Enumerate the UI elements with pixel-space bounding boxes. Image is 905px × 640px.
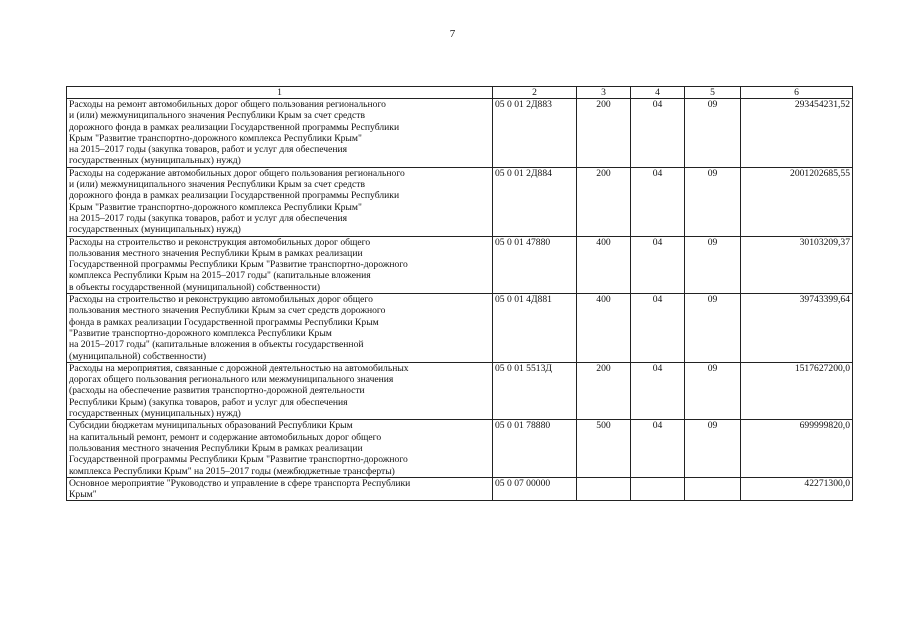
description-line: дорожного фонда в рамках реализации Государственной программы Республики	[69, 121, 400, 133]
page-number: 7	[449, 28, 456, 40]
row-code: 05 0 01 78880	[493, 420, 577, 477]
description-line: Основное мероприятие "Руководство и управление в сфере транспорта Республики	[69, 477, 411, 489]
row-section: 04	[631, 99, 685, 168]
description-line: в объекты государственной (муниципальной) собственности)	[69, 281, 321, 293]
row-amount: 30103209,37	[741, 236, 853, 293]
description-line: пользования местного значения Республики Крым в рамках реализации	[69, 247, 363, 259]
row-section	[631, 477, 685, 501]
description-line: на 2015–2017 годы" (капитальные вложения в объекты государственной	[69, 339, 364, 351]
header-amount: 6	[741, 87, 853, 99]
description-line: Субсидии бюджетам муниципальных образований Республики Крым	[69, 420, 353, 432]
description-line: Расходы на строительство и реконструкция автомобильных дорог общего	[69, 236, 371, 248]
row-description	[67, 167, 493, 236]
row-code: 05 0 01 2Д883	[493, 99, 577, 168]
header-code: 2	[493, 87, 577, 99]
row-code: 05 0 01 5513Д	[493, 362, 577, 419]
description-line: Расходы на строительство и реконструкцию автомобильных дорог общего	[69, 294, 373, 306]
description-line: Расходы на содержание автомобильных дорог общего пользования регионального	[69, 167, 405, 179]
row-subsection: 09	[685, 362, 741, 419]
description-line: Крым "Развитие транспортно-дорожного комплекса Республики Крым"	[69, 132, 362, 144]
row-description	[67, 420, 493, 477]
row-code: 05 0 01 47880	[493, 236, 577, 293]
description-line: государственных (муниципальных) нужд)	[69, 408, 241, 420]
description-line: комплекса Республики Крым" на 2015–2017 годы (межбюджетные трансферты)	[69, 465, 395, 477]
description-line: Крым"	[69, 489, 97, 501]
table-row	[67, 420, 853, 477]
description-line: Расходы на мероприятия, связанные с дорожной деятельностью на автомобильных	[69, 362, 409, 374]
row-expense-type	[577, 477, 631, 501]
table-header-row	[67, 87, 853, 99]
row-subsection: 09	[685, 420, 741, 477]
row-code: 05 0 01 4Д881	[493, 294, 577, 363]
description-line: комплекса Республики Крым на 2015–2017 годы" (капитальные вложения	[69, 270, 371, 282]
row-section: 04	[631, 167, 685, 236]
row-section: 04	[631, 236, 685, 293]
row-section: 04	[631, 362, 685, 419]
description-line: на 2015–2017 годы (закупка товаров, работ и услуг для обеспечения	[69, 144, 348, 156]
row-expense-type: 400	[577, 236, 631, 293]
row-amount: 39743399,64	[741, 294, 853, 363]
header-expense-type: 3	[577, 87, 631, 99]
description-line: пользования местного значения Республики Крым в рамках реализации	[69, 442, 363, 454]
header-subsection: 5	[685, 87, 741, 99]
row-subsection	[685, 477, 741, 501]
table-row	[67, 99, 853, 168]
description-line: пользования местного значения Республики Крым за счет средств дорожного	[69, 305, 386, 317]
description-line: дорожного фонда в рамках реализации Государственной программы Республики	[69, 190, 400, 202]
description-line: "Развитие транспортно-дорожного комплекса Республики Крым	[69, 327, 332, 339]
row-amount: 699999820,0	[741, 420, 853, 477]
description-line: Крым "Развитие транспортно-дорожного комплекса Республики Крым"	[69, 201, 362, 213]
description-line: государственных (муниципальных) нужд)	[69, 224, 241, 236]
table-body	[67, 99, 853, 501]
description-line: Государственной программы Республики Крым "Развитие транспортно-дорожного	[69, 259, 408, 271]
description-line: дорогах общего пользования регионального или межмуниципального значения	[69, 374, 394, 386]
row-description	[67, 236, 493, 293]
row-amount: 2001202685,55	[741, 167, 853, 236]
row-subsection: 09	[685, 167, 741, 236]
description-line: Расходы на ремонт автомобильных дорог общего пользования регионального	[69, 99, 386, 110]
row-code: 05 0 01 2Д884	[493, 167, 577, 236]
header-section: 4	[631, 87, 685, 99]
description-line: Республики Крым) (закупка товаров, работ и услуг для обеспечения	[69, 396, 348, 408]
budget-table	[66, 86, 853, 501]
row-amount: 42271300,0	[741, 477, 853, 501]
table-row	[67, 477, 853, 501]
row-expense-type: 200	[577, 99, 631, 168]
row-section: 04	[631, 294, 685, 363]
row-description	[67, 362, 493, 419]
row-description	[67, 99, 493, 168]
table-row	[67, 167, 853, 236]
description-line: и (или) межмуниципального значения Республики Крым за счет средств	[69, 179, 366, 191]
row-code: 05 0 07 00000	[493, 477, 577, 501]
description-line: (расходы на обеспечение развития транспортно-дорожной деятельности	[69, 385, 365, 397]
description-line: (муниципальной) собственности)	[69, 350, 207, 362]
description-line: на капитальный ремонт, ремонт и содержание автомобильных дорог общего	[69, 431, 382, 443]
row-expense-type: 200	[577, 167, 631, 236]
description-line: фонда в рамках реализации Государственной программы Республики Крым	[69, 316, 379, 328]
row-section: 04	[631, 420, 685, 477]
row-expense-type: 500	[577, 420, 631, 477]
row-amount: 293454231,52	[741, 99, 853, 168]
table-row	[67, 362, 853, 419]
row-amount: 1517627200,0	[741, 362, 853, 419]
row-description	[67, 477, 493, 501]
row-subsection: 09	[685, 294, 741, 363]
row-subsection: 09	[685, 99, 741, 168]
row-description	[67, 294, 493, 363]
description-line: Государственной программы Республики Крым "Развитие транспортно-дорожного	[69, 454, 408, 466]
description-line: государственных (муниципальных) нужд)	[69, 155, 241, 167]
table-row	[67, 236, 853, 293]
row-expense-type: 200	[577, 362, 631, 419]
row-subsection: 09	[685, 236, 741, 293]
description-line: на 2015–2017 годы (закупка товаров, работ и услуг для обеспечения	[69, 212, 348, 224]
description-line: и (или) межмуниципального значения Республики Крым за счет средств	[69, 110, 366, 122]
table-row	[67, 294, 853, 363]
header-description: 1	[67, 87, 493, 99]
row-expense-type: 400	[577, 294, 631, 363]
